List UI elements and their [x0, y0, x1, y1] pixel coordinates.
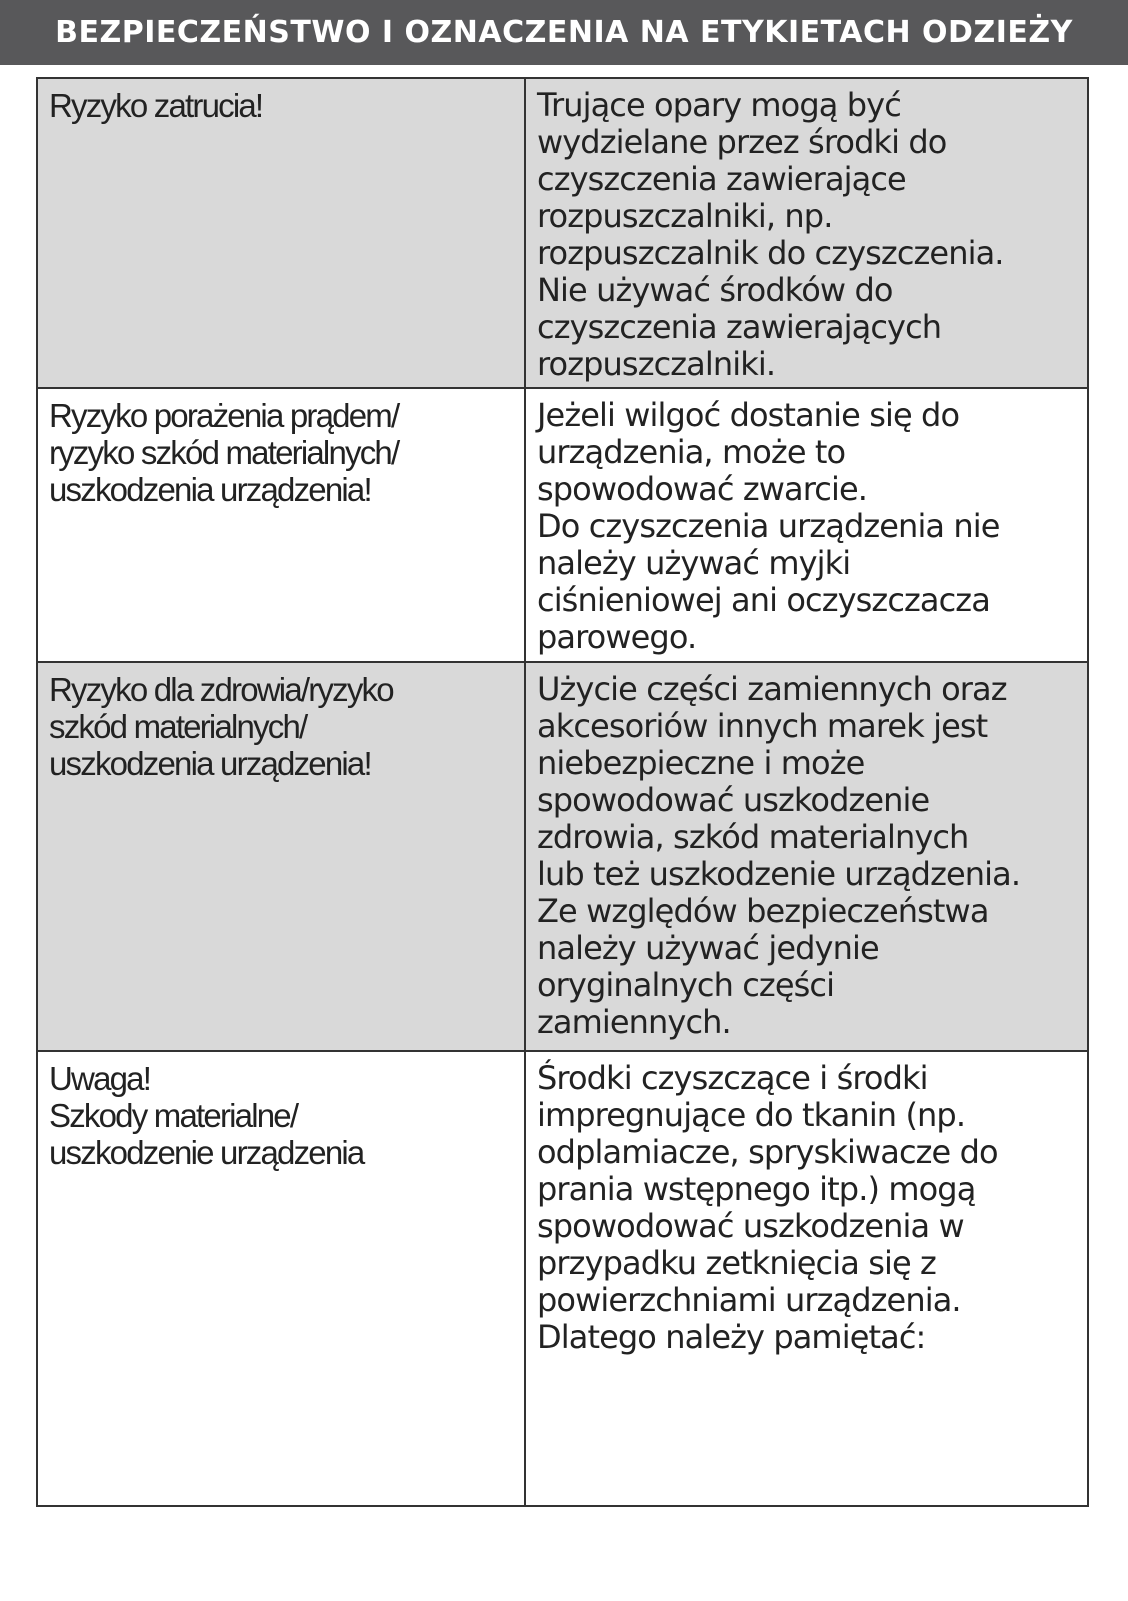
description-cell: Jeżeli wilgoć dostanie się do urządzenia, może to spowodować zwarcie. Do czyszczenia urządzenia nie należy używać myjki ciśnieniowej ani oczyszczacza parowego.	[525, 388, 1088, 662]
table-row	[37, 388, 1088, 662]
safety-table	[36, 77, 1089, 1507]
risk-cell: Ryzyko porażenia prądem/ ryzyko szkód materialnych/ uszkodzenia urządzenia!	[37, 388, 525, 662]
description-cell: Trujące opary mogą być wydzielane przez środki do czyszczenia zawierające rozpuszczalniki, np. rozpuszczalnik do czyszczenia. Nie używać środków do czyszczenia zawierających rozpuszczalniki.	[525, 78, 1088, 388]
risk-cell: Uwaga! Szkody materialne/ uszkodzenie urządzenia	[37, 1051, 525, 1506]
risk-cell: Ryzyko dla zdrowia/ryzyko szkód materialnych/ uszkodzenia urządzenia!	[37, 662, 525, 1051]
table-row	[37, 662, 1088, 1051]
description-cell: Użycie części zamiennych oraz akcesoriów innych marek jest niebezpieczne i może spowodować uszkodzenie zdrowia, szkód materialnych lub też uszkodzenie urządzenia. Ze względów bezpieczeństwa należy używać jedynie oryginalnych części zamiennych.	[525, 662, 1088, 1051]
table-row	[37, 78, 1088, 388]
risk-cell: Ryzyko zatrucia!	[37, 78, 525, 388]
page-title: BEZPIECZEŃSTWO I OZNACZENIA NA ETYKIETACH ODZIEŻY	[55, 15, 1073, 50]
table-row	[37, 1051, 1088, 1506]
header-bar	[0, 0, 1128, 65]
description-cell: Środki czyszczące i środki impregnujące do tkanin (np. odplamiacze, spryskiwacze do prania wstępnego itp.) mogą spowodować uszkodzenia w przypadku zetknięcia się z powierzchniami urządzenia. Dlatego należy pamiętać:	[525, 1051, 1088, 1506]
